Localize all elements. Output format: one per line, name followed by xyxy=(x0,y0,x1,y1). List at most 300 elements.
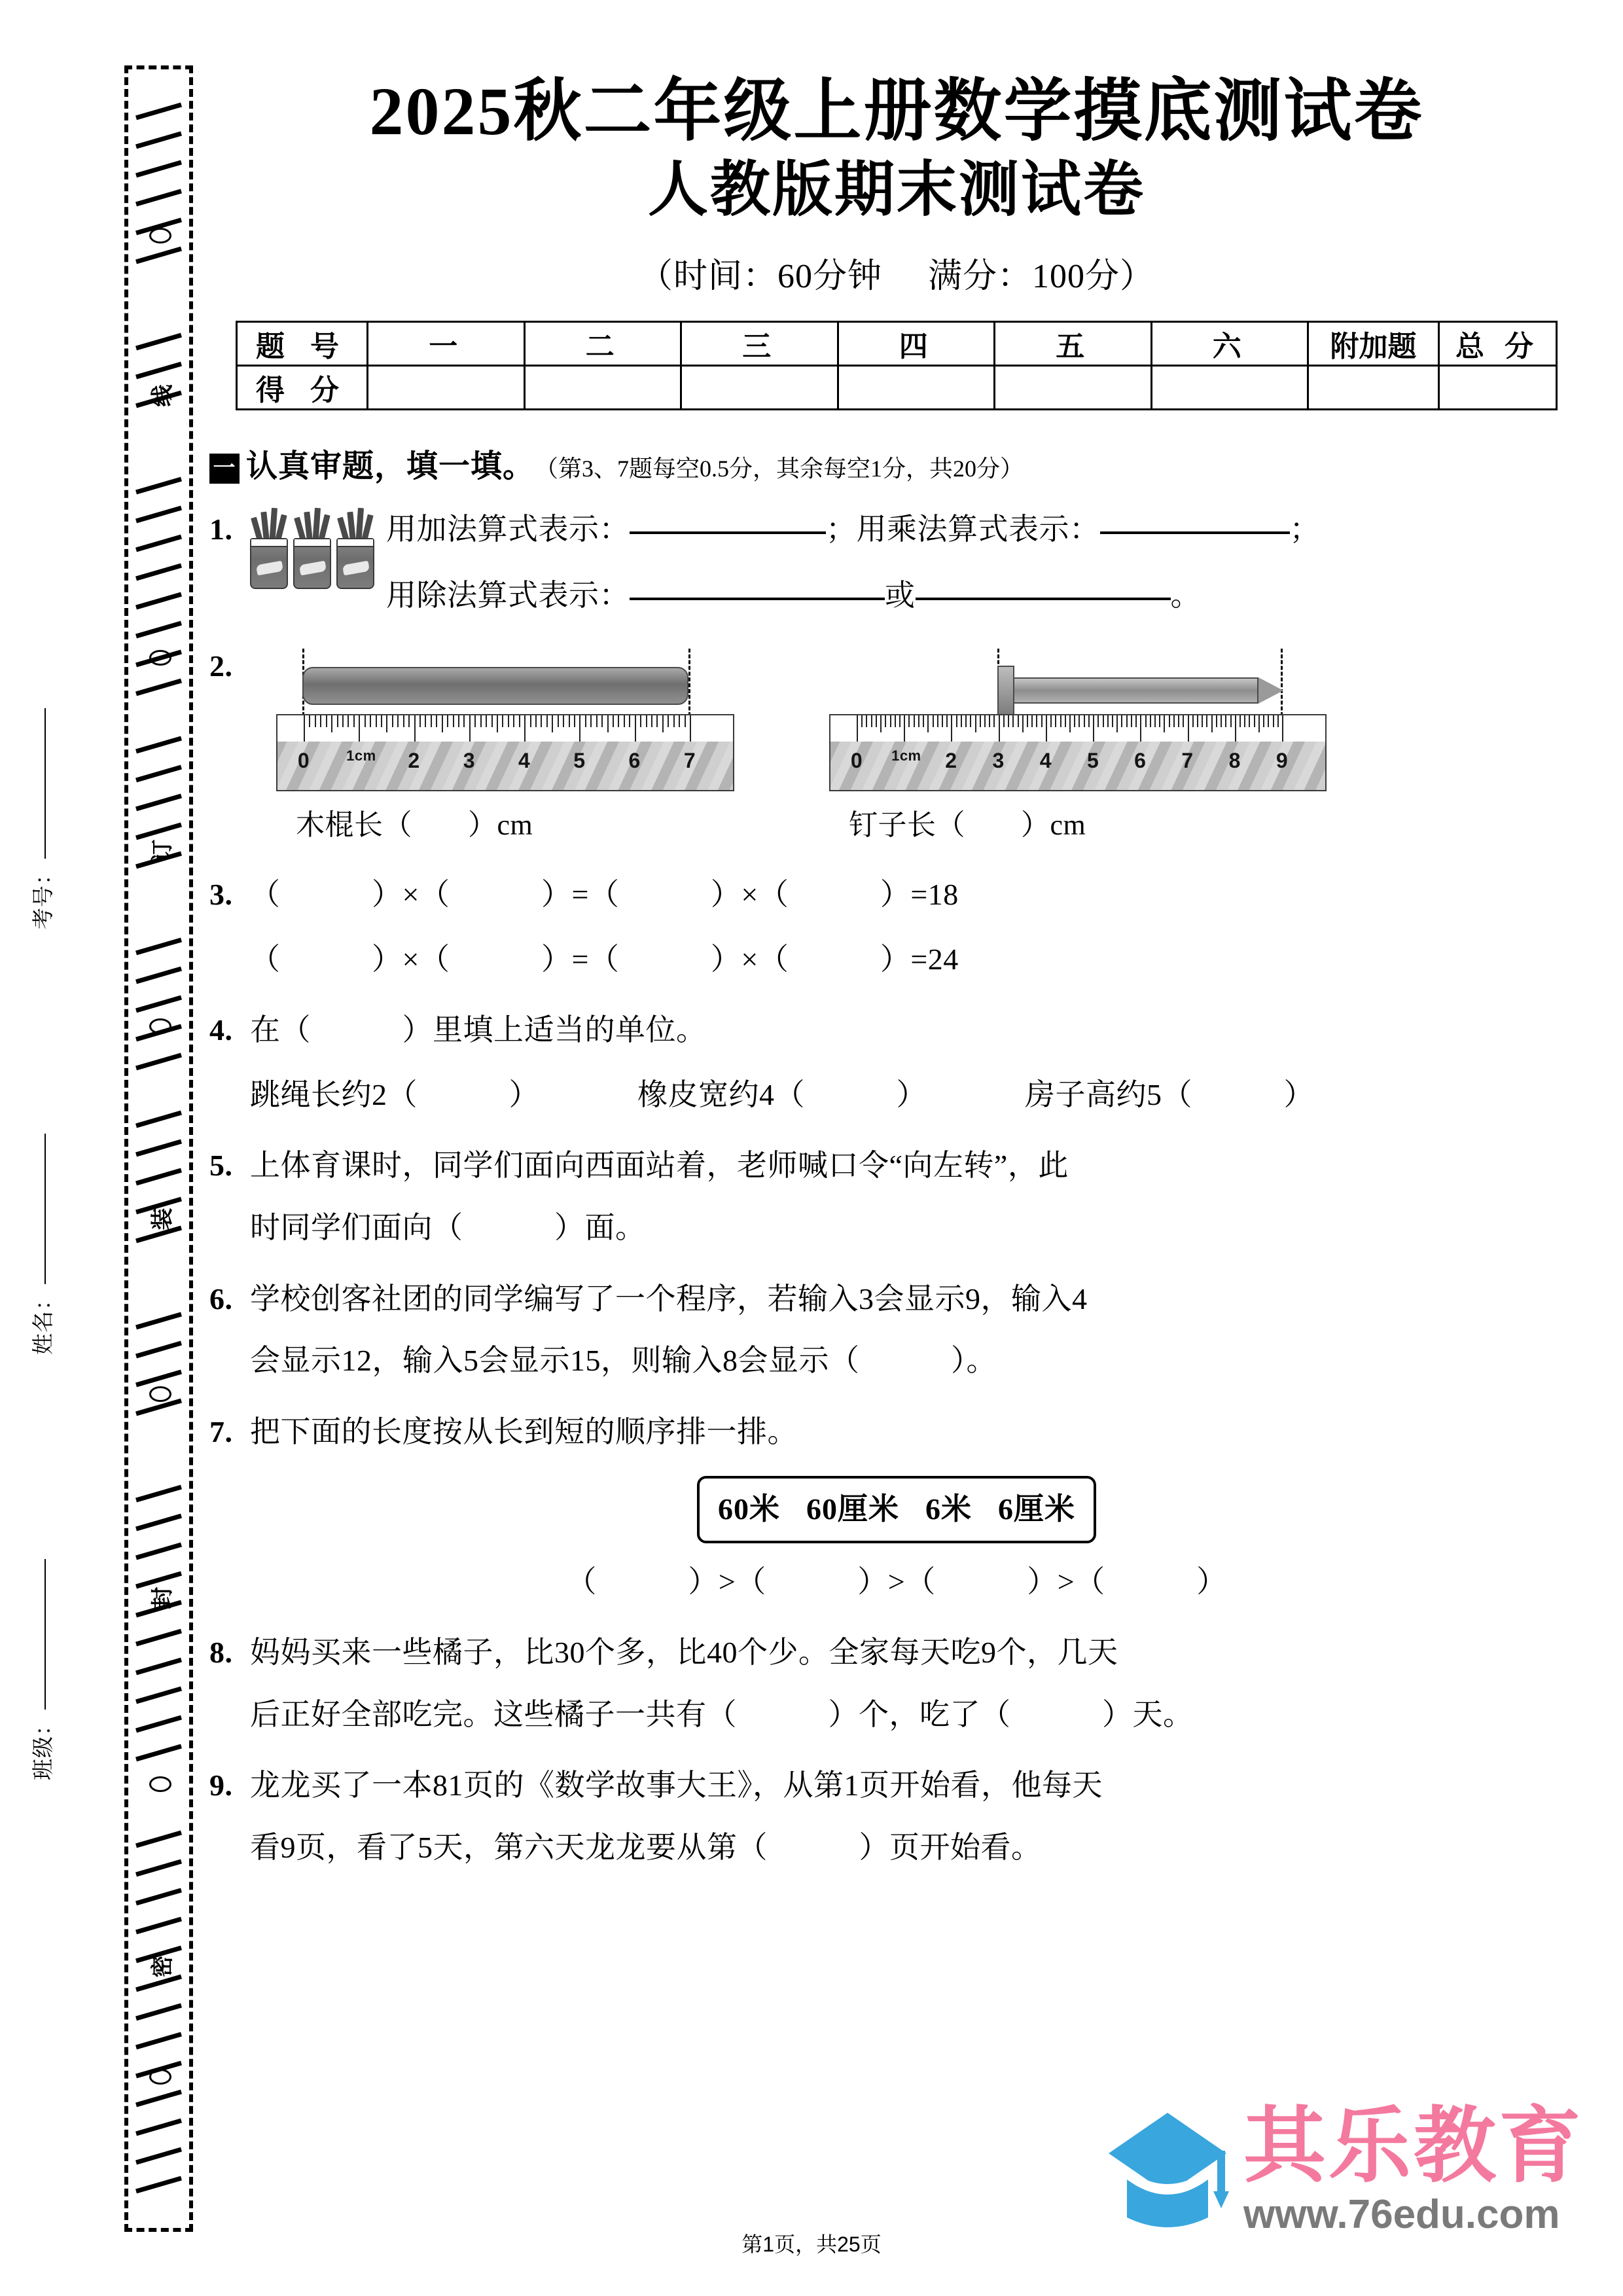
ruler-tick xyxy=(309,715,310,727)
question-2-stick-caption-b: ）cm xyxy=(468,809,533,842)
ruler-tick xyxy=(315,715,316,727)
ruler-tick xyxy=(524,715,526,742)
ruler-tick xyxy=(1150,715,1151,727)
ruler-number-label: 4 xyxy=(518,749,531,773)
ruler-tick xyxy=(513,715,514,727)
ruler-tick xyxy=(491,715,493,727)
ruler-tick xyxy=(1145,715,1147,727)
ruler-tick xyxy=(984,715,986,727)
ruler-tick xyxy=(519,715,520,727)
question-1-division-or: 或 xyxy=(885,578,916,612)
question-5 xyxy=(209,1141,1584,1252)
ruler-tick xyxy=(1069,715,1071,732)
ruler-tick xyxy=(656,715,658,727)
site-watermark-logo xyxy=(1102,2101,1584,2237)
seal-circle-marker xyxy=(149,2069,171,2085)
seal-word-0: 线 xyxy=(151,383,175,407)
graduation-cap-icon xyxy=(1102,2106,1233,2237)
question-9 xyxy=(209,1761,1584,1872)
question-1 xyxy=(209,505,1584,620)
ruler-tick xyxy=(662,715,664,732)
question-2-number: 2. xyxy=(209,649,233,683)
ruler-ticks-left xyxy=(277,715,733,742)
ruler-tick xyxy=(386,715,387,732)
ruler-number-label: 0 xyxy=(850,749,863,773)
ruler-tick xyxy=(1041,715,1043,727)
ruler-tick xyxy=(975,715,976,732)
question-9-line-2[interactable]: 看9页，看了5天，第六天龙龙要从第（ ）页开始看。 xyxy=(250,1830,1042,1864)
ruler-tick xyxy=(1154,715,1156,727)
question-7-value-box xyxy=(697,1476,1096,1543)
ruler-tick xyxy=(474,715,476,727)
ruler-tick xyxy=(331,715,332,732)
ruler-tick xyxy=(956,715,957,727)
ruler-tick xyxy=(585,715,586,727)
measure-guide-right xyxy=(688,649,690,722)
ruler-tick xyxy=(453,715,454,727)
question-4-items xyxy=(209,1071,1584,1120)
ruler-tick xyxy=(1103,715,1104,727)
nail-tip-icon xyxy=(1258,677,1283,704)
ruler-tick xyxy=(486,715,487,727)
question-3-row-1[interactable]: （ ）×（ ）=（ ）×（ ）=18 xyxy=(250,878,959,912)
ruler-tick xyxy=(1164,715,1165,732)
score-table-col-2: 二 xyxy=(524,322,681,366)
ruler-tick xyxy=(1097,715,1099,727)
ruler-tick xyxy=(618,715,619,727)
ruler-tick xyxy=(442,715,443,732)
ruler-number-label: 5 xyxy=(1086,749,1099,773)
ruler-tick xyxy=(403,715,404,727)
table-row-scores xyxy=(237,366,1557,410)
ruler-tick xyxy=(1084,715,1085,727)
ruler-tick xyxy=(690,715,691,742)
ruler-tick xyxy=(337,715,338,727)
score-cell-extra[interactable] xyxy=(1308,366,1439,410)
question-1-division-blank-2[interactable] xyxy=(916,598,1171,600)
question-8 xyxy=(209,1628,1584,1739)
seal-circle-marker xyxy=(149,228,171,243)
question-2-nail-caption-a: 钉子长（ xyxy=(849,809,965,842)
score-cell-5[interactable] xyxy=(995,366,1152,410)
field-exam-number[interactable] xyxy=(26,851,57,929)
ruler-tick xyxy=(999,715,1000,742)
ruler-number-label: 6 xyxy=(1134,749,1147,773)
seal-circle-marker xyxy=(149,650,171,666)
ruler-tick xyxy=(1008,715,1009,727)
ruler-tick xyxy=(1131,715,1132,727)
question-1-division-label: 用除法算式表示： xyxy=(386,578,630,612)
section-title-1: 认真审题，填一填。 xyxy=(246,449,535,484)
ruler-tick xyxy=(965,715,967,727)
ruler-tick xyxy=(447,715,448,727)
question-1-addition-blank[interactable] xyxy=(630,531,826,534)
ruler-tick xyxy=(370,715,371,727)
ruler-number-label: 6 xyxy=(628,749,641,773)
ruler-tick xyxy=(1050,715,1052,727)
question-4-item-3[interactable]: 房子高约5（ ） xyxy=(1025,1077,1314,1111)
question-4-prompt: 在（ ）里填上适当的单位。 xyxy=(250,1013,707,1047)
question-3 xyxy=(209,870,1584,984)
ruler-tick xyxy=(1079,715,1080,727)
ruler-tick xyxy=(348,715,349,727)
ruler-tick xyxy=(546,715,548,727)
ruler-tick xyxy=(890,715,891,727)
exam-duration: （时间：60分钟 xyxy=(638,258,882,296)
ruler-tick xyxy=(923,715,924,727)
question-2-nail-caption-b: ）cm xyxy=(1021,809,1086,842)
question-1-line1-end: ； xyxy=(1289,512,1320,547)
field-class-underline[interactable] xyxy=(45,1559,46,1710)
question-6-number: 6. xyxy=(209,1282,233,1316)
ruler-tick xyxy=(1202,715,1203,727)
question-5-number: 5. xyxy=(209,1149,233,1183)
ruler-tick xyxy=(419,715,421,727)
ruler-tick xyxy=(469,715,471,742)
ruler-tick xyxy=(1273,715,1274,727)
ruler-tick xyxy=(1036,715,1037,727)
ruler-tick xyxy=(1258,715,1260,732)
ruler-tick xyxy=(1183,715,1184,727)
exam-meta xyxy=(209,248,1584,297)
seal-word-4: 密 xyxy=(151,1954,175,1978)
ruler-tick xyxy=(1065,715,1066,727)
ruler-tick xyxy=(673,715,675,727)
ruler-tick xyxy=(596,715,597,727)
ruler-tick xyxy=(927,715,929,732)
ruler-tick xyxy=(1282,715,1283,742)
question-5-line-2[interactable]: 时同学们面向（ ）面。 xyxy=(250,1210,646,1244)
question-7-box-item-1: 60米 xyxy=(718,1492,780,1526)
ruler-tick xyxy=(951,715,952,742)
ruler-unit-nail xyxy=(829,649,1327,848)
ruler-tick xyxy=(679,715,680,727)
ruler-number-label: 9 xyxy=(1275,749,1289,773)
ruler-tick xyxy=(1221,715,1222,727)
question-9-line-1: 龙龙买了一本81页的《数学故事大王》，从第1页开始看，他每天 xyxy=(250,1768,1103,1803)
ruler-tick xyxy=(1244,715,1245,727)
ruler-tick xyxy=(535,715,537,727)
seal-word-2: 装 xyxy=(151,1206,175,1230)
nail-body-icon xyxy=(1013,677,1258,704)
ruler-tick xyxy=(914,715,915,727)
ruler-tick xyxy=(458,715,459,727)
question-2-stick-caption xyxy=(276,802,734,848)
ruler-tick xyxy=(1268,715,1269,727)
ruler-tick xyxy=(904,715,905,742)
ruler-tick xyxy=(993,715,995,727)
question-2 xyxy=(209,642,1584,848)
watermark-url: www.76edu.com xyxy=(1243,2191,1560,2237)
ruler-unit-stick xyxy=(276,649,734,848)
question-1-addition-label: 用加法算式表示： xyxy=(386,512,630,547)
ruler-tick xyxy=(880,715,882,732)
ruler-tick xyxy=(937,715,938,727)
question-7-number: 7. xyxy=(209,1414,233,1448)
ruler-tick xyxy=(376,715,377,727)
ruler-tick xyxy=(381,715,382,727)
question-2-nail-caption xyxy=(829,802,1327,848)
question-4-item-2[interactable]: 橡皮宽约4（ ） xyxy=(637,1077,927,1111)
ruler-number-label: 2 xyxy=(408,749,420,773)
ruler-tick xyxy=(408,715,410,727)
ruler-tick xyxy=(635,715,636,742)
ruler-tick xyxy=(304,715,305,742)
ruler-number-label: 1cm xyxy=(891,747,921,764)
question-5-line-1: 上体育课时，同学们面向西面站着，老师喊口令“向左转”，此 xyxy=(250,1149,1069,1183)
ruler-tick xyxy=(463,715,465,727)
ruler-tick xyxy=(1055,715,1056,727)
ruler-tick xyxy=(1211,715,1213,732)
ruler-tick xyxy=(908,715,910,727)
ruler-tick xyxy=(353,715,355,727)
ruler-tick xyxy=(1027,715,1028,727)
watermark-brand-name: 其乐教育 xyxy=(1243,2101,1584,2193)
ruler-tick xyxy=(1046,715,1047,742)
ruler-illustrations xyxy=(250,649,1584,848)
ruler-tick xyxy=(946,715,948,727)
ruler-tick xyxy=(1263,715,1264,727)
ruler-tick xyxy=(1188,715,1189,742)
ruler-tick xyxy=(1254,715,1255,727)
seal-circle-marker xyxy=(149,1018,171,1034)
field-student-name[interactable] xyxy=(26,1276,57,1355)
ruler-numbers-right xyxy=(830,744,1325,778)
section-note-1: （第3、7题每空0.5分，其余每空1分，共20分） xyxy=(535,456,1024,482)
score-cell-1[interactable] xyxy=(368,366,525,410)
ruler-ticks-right xyxy=(830,715,1325,742)
ruler-number-label: 5 xyxy=(573,749,586,773)
question-2-stick-caption-a: 木棍长（ xyxy=(296,809,412,842)
ruler-tick xyxy=(436,715,437,727)
field-exam-number-label: 考号： xyxy=(32,863,56,929)
ruler-tick xyxy=(392,715,393,727)
score-table-col-1: 一 xyxy=(368,322,525,366)
ruler-tick xyxy=(326,715,327,727)
question-6-line-2[interactable]: 会显示12，输入5会显示15，则输入8会显示（ ）。 xyxy=(250,1344,997,1378)
ruler-tick xyxy=(980,715,981,727)
pencil-cup-icon xyxy=(250,505,288,589)
score-table-col-total: 总 分 xyxy=(1439,322,1557,366)
ruler-tick xyxy=(365,715,366,727)
score-cell-total[interactable] xyxy=(1439,366,1557,410)
ruler-tick xyxy=(497,715,498,732)
ruler-tick xyxy=(502,715,503,727)
ruler-tick xyxy=(1112,715,1113,727)
ruler-numbers-left xyxy=(277,744,733,778)
ruler-number-label: 3 xyxy=(992,749,1005,773)
ruler-tick xyxy=(558,715,559,727)
table-row-question-numbers xyxy=(237,322,1557,366)
ruler-tick xyxy=(866,715,867,727)
ruler-tick xyxy=(552,715,553,732)
question-7-box-item-3: 6米 xyxy=(925,1492,972,1526)
question-7-box-item-2: 60厘米 xyxy=(806,1492,899,1526)
ruler-tick xyxy=(359,715,360,742)
ruler-tick xyxy=(1206,715,1207,727)
ruler-tick xyxy=(590,715,592,727)
seal-word-1: 订 xyxy=(151,838,175,862)
page-footer: 第1页，共25页 xyxy=(741,2233,882,2256)
ruler-tick xyxy=(480,715,482,727)
ruler-number-label: 7 xyxy=(1181,749,1194,773)
ruler-tick xyxy=(574,715,575,727)
ruler-tick xyxy=(569,715,570,727)
field-exam-number-underline[interactable] xyxy=(45,708,46,859)
score-table-label-question: 题 号 xyxy=(237,322,368,366)
exam-paper xyxy=(209,0,1584,2296)
pencil-cups-illustration xyxy=(250,505,374,589)
question-1-multiplication-label: ；用乘法算式表示： xyxy=(826,512,1100,547)
ruler-tick xyxy=(1249,715,1250,727)
ruler-tick xyxy=(624,715,625,727)
ruler-tick xyxy=(1192,715,1194,727)
ruler-tick xyxy=(685,715,686,727)
ruler-tick xyxy=(1074,715,1075,727)
score-table-col-3: 三 xyxy=(681,322,838,366)
ruler-tick xyxy=(1277,715,1279,727)
question-8-line-1: 妈妈买来一些橘子，比30个多，比40个少。全家每天吃9个，几天 xyxy=(250,1636,1118,1670)
ruler-tick xyxy=(989,715,990,727)
question-8-number: 8. xyxy=(209,1636,233,1670)
ruler-tick xyxy=(1003,715,1005,727)
ruler-tick xyxy=(1116,715,1118,732)
ruler-tick xyxy=(651,715,652,727)
question-6-line-1: 学校创客社团的同学编写了一个程序，若输入3会显示9，输入4 xyxy=(250,1282,1088,1316)
ruler-tick xyxy=(1135,715,1137,727)
seal-word-3: 封 xyxy=(151,1585,175,1609)
question-7-answer-row[interactable]: （ ）>（ ）>（ ）>（ ） xyxy=(566,1564,1227,1598)
ruler-tick xyxy=(1088,715,1090,727)
ruler-tick xyxy=(1235,715,1236,742)
ruler-tick xyxy=(899,715,901,727)
ruler-tick xyxy=(1022,715,1024,732)
score-cell-4[interactable] xyxy=(838,366,995,410)
score-cell-3[interactable] xyxy=(681,366,838,410)
ruler-tick xyxy=(1173,715,1175,727)
ruler-tick xyxy=(1240,715,1241,727)
ruler-number-label: 3 xyxy=(463,749,475,773)
ruler-tick xyxy=(861,715,863,727)
ruler-tick xyxy=(640,715,641,727)
ruler-tick xyxy=(895,715,896,727)
ruler-0-to-9 xyxy=(829,714,1327,791)
ruler-tick xyxy=(961,715,962,727)
seal-circle-marker xyxy=(149,1776,171,1792)
page-title: 2025秋二年级上册数学摸底测试卷 xyxy=(369,74,1424,149)
ruler-number-label: 2 xyxy=(945,749,957,773)
score-cell-6[interactable] xyxy=(1151,366,1308,410)
ruler-tick xyxy=(508,715,509,727)
ruler-tick xyxy=(1216,715,1217,727)
field-student-name-underline[interactable] xyxy=(45,1134,46,1284)
ruler-tick xyxy=(425,715,426,727)
ruler-tick xyxy=(1012,715,1014,727)
question-4-item-1[interactable]: 跳绳长约2（ ） xyxy=(250,1077,539,1111)
wooden-stick-icon xyxy=(302,667,688,705)
ruler-tick xyxy=(1107,715,1109,727)
ruler-number-label: 7 xyxy=(683,749,696,773)
question-7-prompt: 把下面的长度按从长到短的顺序排一排。 xyxy=(250,1414,798,1448)
question-7-box-item-4: 6厘米 xyxy=(998,1492,1075,1526)
ruler-tick xyxy=(1230,715,1232,727)
section-header-1 xyxy=(209,440,1584,486)
ruler-tick xyxy=(1031,715,1033,727)
field-student-name-label: 姓名： xyxy=(32,1288,56,1355)
score-table-label-score: 得 分 xyxy=(237,366,368,410)
question-7 xyxy=(209,1408,1584,1607)
ruler-tick xyxy=(918,715,919,727)
ruler-tick xyxy=(530,715,531,727)
ruler-tick xyxy=(1126,715,1128,727)
question-8-line-2[interactable]: 后正好全部吃完。这些橘子一共有（ ）个，吃了（ ）天。 xyxy=(250,1697,1194,1731)
ruler-0-to-7 xyxy=(276,714,734,791)
question-6 xyxy=(209,1275,1584,1386)
field-class[interactable] xyxy=(26,1702,57,1780)
ruler-tick xyxy=(607,715,609,732)
ruler-tick xyxy=(1140,715,1141,742)
question-1-line2-end: 。 xyxy=(1170,578,1201,612)
score-table-col-5: 五 xyxy=(995,322,1152,366)
ruler-tick xyxy=(579,715,580,742)
ruler-tick xyxy=(646,715,647,727)
ruler-tick xyxy=(414,715,416,742)
question-9-number: 9. xyxy=(209,1768,233,1803)
exam-total-score: 满分：100分） xyxy=(928,258,1155,296)
score-table-col-4: 四 xyxy=(838,322,995,366)
ruler-tick xyxy=(1093,715,1094,742)
ruler-tick xyxy=(563,715,564,727)
ruler-tick xyxy=(1197,715,1198,727)
question-3-number: 3. xyxy=(209,878,233,912)
section-badge-one: 一 xyxy=(209,454,240,484)
score-cell-2[interactable] xyxy=(524,366,681,410)
ruler-tick xyxy=(431,715,432,727)
seal-circle-marker xyxy=(149,1386,171,1402)
question-3-row-2[interactable]: （ ）×（ ）=（ ）×（ ）=24 xyxy=(250,942,959,976)
field-class-label: 班级： xyxy=(32,1713,56,1780)
score-table-col-6: 六 xyxy=(1151,322,1308,366)
ruler-tick xyxy=(541,715,542,727)
ruler-tick xyxy=(1225,715,1226,727)
ruler-tick xyxy=(876,715,877,727)
seal-word-column xyxy=(131,0,190,2166)
ruler-tick xyxy=(1018,715,1019,727)
question-1-number: 1. xyxy=(209,512,233,547)
ruler-number-label: 4 xyxy=(1039,749,1052,773)
ruler-number-label: 8 xyxy=(1228,749,1241,773)
ruler-tick xyxy=(601,715,603,727)
question-1-multiplication-blank[interactable] xyxy=(1100,531,1290,534)
score-table-col-extra: 附加题 xyxy=(1308,322,1439,366)
ruler-tick xyxy=(668,715,669,727)
ruler-tick xyxy=(613,715,614,727)
pencil-cup-icon xyxy=(293,505,331,589)
pencil-cup-icon xyxy=(336,505,374,589)
score-table xyxy=(236,321,1558,410)
seal-sidebar xyxy=(0,0,190,2296)
ruler-tick xyxy=(1060,715,1061,727)
ruler-tick xyxy=(857,715,858,742)
ruler-tick xyxy=(1178,715,1179,727)
ruler-number-label: 0 xyxy=(297,749,310,773)
question-1-division-blank-1[interactable] xyxy=(630,598,885,600)
ruler-tick xyxy=(397,715,399,727)
ruler-tick xyxy=(942,715,943,727)
ruler-tick xyxy=(342,715,344,727)
page-subtitle: 人教版期末测试卷 xyxy=(647,156,1145,223)
question-4-number: 4. xyxy=(209,1013,233,1047)
